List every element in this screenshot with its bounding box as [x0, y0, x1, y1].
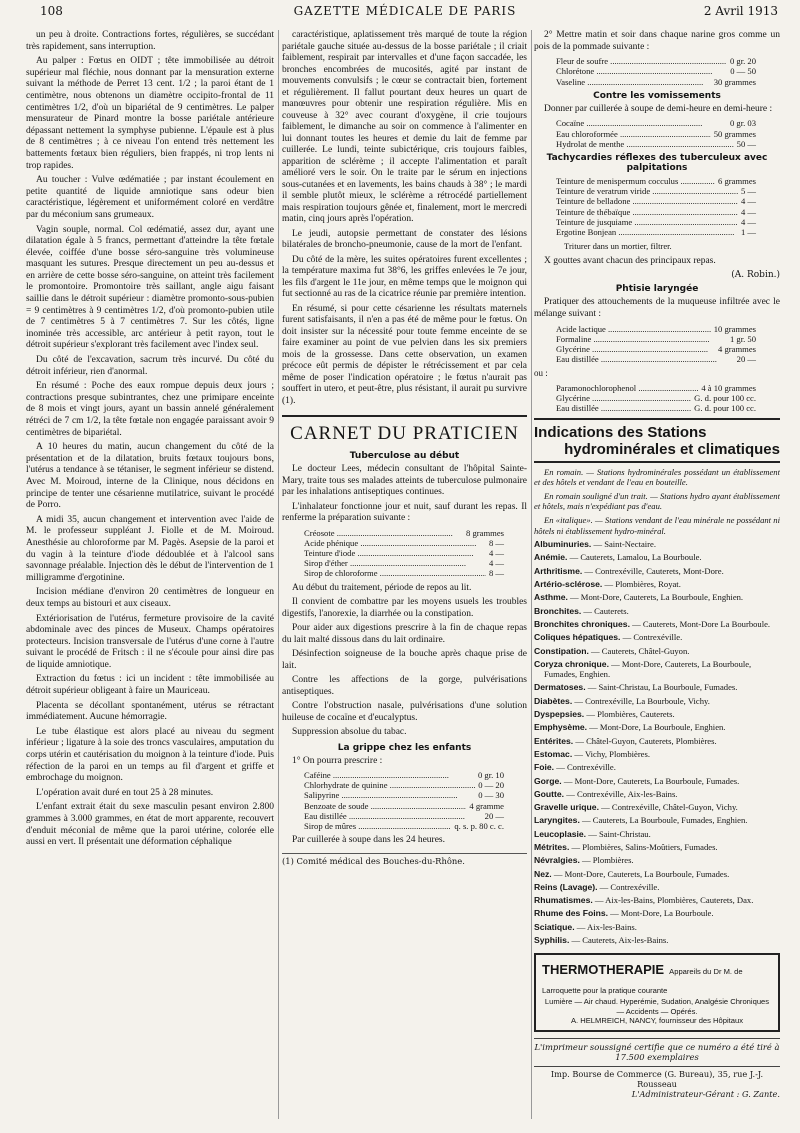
ingredient-name: Ergotine Bonjean ..... [556, 227, 738, 237]
station-names: — Cauterets, Lamalou, La Bourboule. [567, 552, 702, 563]
indication-label: Bronchites. [534, 605, 582, 616]
prescription-item [556, 186, 756, 196]
ingredient-name: Chlorétone ..... [556, 66, 727, 76]
station-names: — Mont-Dore, Cauterets, La Bourboule, Enghien. [567, 592, 744, 603]
ingredient-name: Salipyrine ..... [304, 790, 475, 800]
page-number: 108 [40, 4, 63, 18]
carnet-title: CARNET DU PRATICIEN [282, 415, 527, 445]
prescription-item [556, 118, 756, 128]
legend-entry: En romain souligné d'un trait. — Stations hydro ayant établissement et hôtels, mais n'expédiant pas d'eau. [534, 490, 780, 512]
prescription-item [556, 354, 756, 364]
paragraph: un peu à droite. Contractions fortes, régulières, se succédant très rapidement, sans interruption. [26, 30, 274, 52]
indication-label: Rhumatismes. [534, 895, 593, 906]
indication-label: Gravelle urique. [534, 802, 599, 813]
ingredient-name: Fleur de soufre ..... [556, 56, 727, 66]
indication-label: Arthritisme. [534, 565, 583, 576]
ingredient-name: Teinture de menispermum cocculus ..... [556, 176, 715, 186]
prescription-item [304, 821, 504, 831]
legend-entry: En «italique». — Stations vendant de l'eau minérale ne possédant ni hôtels ni établissement hydro-minéral. [534, 514, 780, 536]
ingredient-quantity: 0 — 30 [478, 790, 504, 801]
issue-date: 2 Avril 1913 [703, 4, 778, 18]
ingredient-name: Chlorhydrate de quinine ..... [304, 780, 475, 790]
paragraph: L'enfant extrait était du sexe masculin pesant environ 2.800 grammes à 3.000 grammes, en état de mort apparente, recouvert d'enduit méconial de même que la paroi utérine, colorée elle aussi en vert. Il présentait une déformation céphalique [26, 802, 274, 848]
prescription [304, 770, 504, 831]
section-heading: La grippe chez les enfants [337, 742, 472, 753]
ingredient-name: Eau distillée ..... [304, 811, 482, 821]
paragraph: Contre l'obstruction nasale, pulvérisations d'une solution huileuse de cocaïne et d'eucalyptus. [282, 701, 527, 723]
station-names: — Contrexéville, Aix-les-Bains. [564, 788, 678, 799]
station-names: — Saint-Nectaire. [591, 539, 656, 550]
prescription-item [556, 324, 756, 334]
ingredient-quantity: 50 grammes [713, 128, 756, 139]
ingredient-quantity: 0 — 50 [730, 66, 756, 77]
ingredient-name: Glycérine ..... [556, 344, 715, 354]
paragraph: L'inhalateur fonctionne jour et nuit, sauf durant les repas. Il renferme la préparation suivante : [282, 501, 527, 523]
indication-label: Dyspepsies. [534, 709, 585, 720]
indications-legend [534, 467, 780, 537]
paragraph: Le jeudi, autopsie permettant de constater des lésions bilatérales de broncho-pneumonie, cause de la mort de l'enfant. [282, 228, 527, 250]
station-entry [534, 749, 780, 759]
station-entry [534, 632, 780, 642]
indication-label: Asthme. [534, 592, 568, 603]
paragraph: 1° On pourra prescrire : [292, 755, 383, 766]
prescription-item [304, 538, 504, 548]
ad-brand: THERMOTHERAPIE [542, 962, 665, 978]
station-entry [534, 566, 780, 576]
column-rule [531, 30, 532, 1119]
station-names: — Vichy, Plombières. [572, 748, 650, 759]
ingredient-quantity: 4 à 10 grammes [701, 383, 756, 393]
ingredient-name: Eau chloroformée ..... [556, 129, 711, 139]
ingredient-quantity: 8 — [488, 537, 504, 548]
paragraph: Du côté de l'excavation, sacrum très incurvé. Du côté du détroit inférieur, rien d'anormal. [26, 355, 274, 377]
ingredient-quantity: 0 — 20 [478, 780, 504, 791]
prescription-item [556, 129, 756, 139]
prescription [556, 56, 756, 87]
station-names: — Mont-Dore, La Bourboule, Enghien. [587, 722, 726, 733]
paragraph: Suppression absolue du tabac. [292, 727, 407, 738]
ingredient-quantity: 4 — [488, 547, 504, 558]
paragraph: En résumé, si pour cette césarienne les résultats maternels furent satisfaisants, il n'en a pas été de même pour le fœtus. On doit insister sur la nécessité pour toute femme enceinte de se faire examiner au point de vue pelvien dans les six premiers mois de la grossesse. Dans cette observation, un examen précoce eût permis de dépister le rétrécissement et par cela même de poser l'indication opératoire ; le fœtus n'aurait pas souffert in utero, et peut-être, plus résistant, il aurait pu survivre (1). [282, 303, 527, 406]
prescription-note: Triturer dans un mortier, filtrer. [564, 241, 672, 252]
page-header [24, 4, 786, 22]
ingredient-name: Eau distillée ..... [556, 403, 691, 413]
ingredient-name: Eau distillée ..... [556, 354, 734, 364]
station-names: — Plombières, Salins-Moûtiers, Fumades. [569, 842, 718, 852]
ingredient-quantity: 1 gr. 50 [729, 333, 756, 344]
station-entry [534, 659, 780, 680]
ingredient-name: Formaline ..... [556, 334, 727, 344]
indication-label: Bronchites chroniques. [534, 618, 630, 629]
station-entry [534, 619, 780, 629]
station-names: — Contrexéville, La Bourboule, Vichy. [572, 695, 710, 706]
station-entry [534, 789, 780, 799]
paragraph: L'opération avait duré en tout 25 à 28 minutes. [36, 787, 214, 798]
ingredient-quantity: 30 grammes [713, 76, 756, 87]
ingredient-quantity: 0 gr. 20 [729, 56, 756, 67]
station-entry [534, 646, 780, 656]
paragraph: Au palper : Fœtus en OIDT ; tête immobilisée au détroit supérieur mal fléchie, nous donnant par la mensuration externe suivant la méthode de Perret 13 cent. 1/2 ; la paroi étant de 1 centimètre, nous obtenons un diamètre occipito-frontal de 11 centimètres 1/2, d'où un bipariétal de 9 centimètres. Le palper mensurateur de Pinard montre la bosse pariétale antérieure dépassant nettement la symphyse pubienne. L'épaule est à plus de 8 centimètres ; à ce niveau l'on entend très nettement les battements fœtaux bien réguliers, bien frappés, ni trop lents ni trop rapides. [26, 56, 274, 171]
prescription-item [556, 217, 756, 227]
prescription [556, 324, 756, 365]
ingredient-quantity: 4 — [740, 216, 756, 227]
paragraph: Par cuillerée à soupe dans les 24 heures. [292, 835, 446, 846]
station-entry [534, 895, 780, 905]
station-names: — Plombières. [579, 855, 634, 866]
station-entry [534, 935, 780, 945]
station-names: — Aix-les-Bains. [574, 921, 637, 932]
station-entry [534, 882, 780, 892]
prescription-item [556, 66, 756, 76]
prescription-item [304, 528, 504, 538]
ingredient-quantity: G. d. pour 100 cc. [694, 393, 756, 404]
indication-label: Goutte. [534, 788, 565, 799]
indications-title: Indications des Stations [534, 418, 780, 441]
prescription-item [556, 227, 756, 237]
prescription-item [556, 196, 756, 206]
station-names: — Cauterets, Châtel-Guyon. [588, 645, 690, 656]
paragraph: Extraction du fœtus : ici un incident : tête immobilisée au détroit supérieur obligeant à faire un Mauriceau. [26, 674, 274, 697]
paragraph: 2° Mettre matin et soir dans chaque narine gros comme un pois de la pommade suivante : [534, 30, 780, 52]
prescription [304, 528, 504, 579]
station-names: — Contrexéville. [554, 762, 616, 773]
station-names: — Mont-Dore, Cauterets, La Bourboule, Fumades. [551, 868, 730, 879]
ingredient-quantity: 20 — [484, 810, 504, 821]
indication-label: Métrites. [534, 842, 570, 852]
ingredient-quantity: 1 — [740, 227, 756, 238]
ingredient-name: Caféine ..... [304, 770, 475, 780]
journal-title: GAZETTE MÉDICALE DE PARIS [293, 4, 517, 18]
station-entry [534, 815, 780, 825]
station-entry [534, 869, 780, 879]
station-entry [534, 829, 780, 839]
paragraph: Incision médiane d'environ 20 centimètres de longueur en deux temps au bistouri et aux ciseaux. [26, 587, 274, 609]
indication-label: Diabètes. [534, 695, 573, 706]
prescription-item [304, 780, 504, 790]
footnote: (1) Comité médical des Bouches-du-Rhône. [282, 853, 527, 866]
print-run-notice: L'imprimeur soussigné certifie que ce numéro a été tiré à 17.500 exemplaires [534, 1038, 780, 1063]
indication-label: Sciatique. [534, 921, 575, 932]
station-names: — Contrexéville. [597, 881, 660, 892]
section-heading: Tuberculose au début [349, 451, 460, 461]
station-entry [534, 762, 780, 772]
indication-label: Estomac. [534, 748, 573, 759]
ingredient-name: Hydrolat de menthe ..... [556, 139, 734, 149]
indication-label: Constipation. [534, 645, 589, 656]
prescription-item [304, 770, 504, 780]
legend-entry: En romain. — Stations hydrominérales possédant un établissement et des hôtels et vendant de l'eau en bouteille. [534, 466, 780, 488]
station-entry [534, 776, 780, 786]
station-names: — Saint-Christau, La Bourboule, Fumades. [585, 682, 738, 693]
indication-label: Coliques hépatiques. [534, 632, 621, 643]
ingredient-name: Paramonochlorophenol ..... [556, 383, 698, 393]
prescription-item [304, 568, 504, 578]
prescription-item [304, 801, 504, 811]
paragraph: X gouttes avant chacun des principaux repas. [544, 255, 716, 266]
station-names: — Saint-Christau. [586, 828, 651, 839]
paragraph: Désinfection soigneuse de la bouche après chaque prise de lait. [282, 649, 527, 671]
station-entry [534, 696, 780, 706]
station-entry [534, 842, 780, 852]
column-middle [282, 30, 527, 1127]
paragraph: Au début du traitement, période de repos au lit. [292, 582, 472, 593]
station-names: — Plombières, Royat. [602, 579, 681, 590]
ingredient-quantity: 8 — [488, 568, 504, 579]
ingredient-quantity: 4 gramme [469, 800, 504, 811]
prescription-item [556, 56, 756, 66]
station-names: — Cauterets, Aix-les-Bains. [569, 935, 669, 946]
printer-line: Imp. Bourse de Commerce (G. Bureau), 35, rue J.-J. Rousseau [534, 1066, 780, 1089]
column-rule [278, 30, 279, 1119]
paragraph: Le tube élastique est alors placé au niveau du segment inférieur ; ligature à la soie des troncs vasculaires, amputation du corps utérin et cautérisation du moignon à la teinture d'iode. Puis réfection de la paroi en un temps au fil d'argent et griffe et embrochage du moignon. [26, 726, 274, 784]
ingredient-quantity: 20 — [736, 354, 756, 365]
paragraph: Du côté de la mère, les suites opératoires furent excellentes ; la température maxima fut 38°6, les griffes enlevées le 7e jour, les fils d'argent le 11e jour, en même temps que le moignon qui fut sectionné au ras de la cicatrice réunie par première intention. [282, 254, 527, 299]
indication-label: Leucoplasie. [534, 828, 587, 839]
prescription-item [304, 790, 504, 800]
paragraph: caractéristique, aplatissement très marqué de toute la région pariétale gauche située au-dessus de la bosse pariétale ; il criait faiblement, respirait par intervalles et d'une façon saccadée, les bronches encombrées de mucosités, agité par instant de mouvements convulsifs ; le cœur se contractait bien, fortement et régulièrement. Il fallut pourtant deux heures un quart de manœuvres pour obtenir une respiration régulière. Mis en couveuse à 32° avec courant d'oxygène, il crie toujours faiblement, le dimanche au soir on commence à l'alimenter en lui donnant toutes les heures et demie du lait de femme par cuillerée. Le lundi, teinte subictérique, cris toujours faibles, apparition de sclérème ; il accepte l'alimentation et paraît amélioré vers le soir. On le traite par le sérum en injections sous-cutanées et en lavements, les bains chauds à 38° ; le mardi il semble plutôt mieux, le sclérème a rétrocédé partiellement mais respiration toujours gênée et, finalement, mort le mercredi matin, cinq jours après l'opération. [282, 30, 527, 224]
ingredient-quantity: 0 gr. 10 [477, 770, 504, 781]
indication-label: Dermatoses. [534, 682, 586, 693]
prescription-item [556, 77, 756, 87]
prescription-item [556, 176, 756, 186]
indication-label: Névralgies. [534, 855, 580, 866]
paragraph: Donner par cuillerée à soupe de demi-heure en demi-heure : [544, 103, 773, 114]
ingredient-quantity: 6 grammes [718, 176, 756, 186]
indication-label: Nez. [534, 868, 552, 879]
ingredient-name: Vaseline ..... [556, 77, 711, 87]
ingredient-name: Benzoate de soude ..... [304, 801, 466, 811]
paragraph: Pour aider aux digestions prescrire à la fin de chaque repas du lait malté dissous dans du lait ordinaire. [282, 623, 527, 645]
ingredient-name: Acide lactique ..... [556, 324, 711, 334]
station-entry [534, 922, 780, 932]
prescription-item [556, 393, 756, 403]
section-heading: Phtisie laryngée [615, 284, 699, 295]
station-entry [534, 736, 780, 746]
ingredient-name: Teinture de belladone ..... [556, 196, 738, 206]
station-names: — Cauterets, La Bourboule, Fumades, Enghien. [579, 815, 748, 826]
paragraph: Vagin souple, normal. Col œdématié, assez dur, ayant une dilatation égale à 5 francs, permettant d'atteindre la tête fœtale élevée, coiffée d'une bosse séro-sanguine très volumineuse masquant les sutures. Presque directement un peu au-dessus et en arrière de cette bosse séro-sanguine, on atteint très facilement le promontoire. Promontoire très saillant, angle aigu faisant saillie dans le détroit supérieur : diamètre promonto-sous-pubien = 9 centimètres à 9 centimètres 1/2, d'où promonto-pubien utile de 7 centimètres 5 à 7 centimètres 7. Sur les côtés, ligne inominée très accessible, arc antérieur à petit rayon, tout le détroit supérieur s'explorant très facilement avec l'index seul. [26, 224, 274, 351]
paragraph: Le docteur Lees, médecin consultant de l'hôpital Sainte-Mary, traite tous ses malades atteints de tuberculose pulmonaire par les inhalations antiseptiques continues. [282, 464, 527, 497]
ingredient-quantity: q. s. p. 80 c. c. [454, 821, 504, 832]
prescription-item [304, 558, 504, 568]
ingredient-name: Sirop de chloroforme ..... [304, 568, 486, 578]
paragraph: A 10 heures du matin, aucun changement du côté de la présentation et de la dilatation, bruits fœtaux toujours bons, l'utérus a tendance à se tétaniser, le segment inférieur se distend. Avec M. Moiroud, interne de la Clinique, nous décidons en principe de tenter une césarienne mutilatrice, suivant le procédé de Porro. [26, 442, 274, 511]
ingredient-quantity: 8 grammes [466, 527, 504, 538]
indication-label: Albuminuries. [534, 539, 592, 550]
station-names: — Plombières, Cauterets. [584, 709, 675, 720]
ingredient-name: Teinture d'iode ..... [304, 548, 486, 558]
prescription-item [556, 207, 756, 217]
advertisement-box [534, 953, 780, 1031]
paragraph: Pratiquer des attouchements de la muqueuse infiltrée avec le mélange suivant : [534, 297, 780, 319]
indication-label: Laryngites. [534, 815, 580, 826]
station-entry [534, 579, 780, 589]
station-entry [534, 722, 780, 732]
indication-label: Emphysème. [534, 722, 588, 733]
station-entry [534, 709, 780, 719]
station-entry [534, 592, 780, 602]
indication-label: Gorge. [534, 775, 562, 786]
station-entry [534, 908, 780, 918]
prescription-item [556, 344, 756, 354]
prescription [556, 383, 756, 414]
station-names: — Aix-les-Bains, Plombières, Cauterets, Dax. [592, 895, 754, 906]
station-entry [534, 855, 780, 865]
column-left [26, 30, 274, 1127]
station-entry [534, 552, 780, 562]
paragraph: Contre les affections de la gorge, pulvérisations antiseptiques. [282, 675, 527, 697]
indication-label: Coryza chronique. [534, 658, 609, 669]
station-entry [534, 539, 780, 549]
article-continuation [282, 30, 527, 407]
ingredient-quantity: 5 — [740, 186, 756, 197]
ingredient-name: Teinture de jusquiame ..... [556, 217, 738, 227]
indication-label: Syphilis. [534, 935, 570, 946]
station-names: — Cauterets, Mont-Dore La Bourboule. [629, 618, 771, 629]
stations-list [534, 539, 780, 945]
paragraph: Il convient de combattre par les moyens usuels les troubles digestifs, l'anorexie, la diarrhée ou la constipation. [282, 597, 527, 619]
paragraph: A midi 35, aucun changement et intervention avec l'aide de M. le professeur suppléant J. Fiolle et de M. Moiroud. Anesthésie au chloroforme par M. Pagès. Asepsie de la paroi et du vagin à la teinture d'iode dédoublée et à l'alcool sans savonnage préalable. Injection dès le début de l'intervention de 1 milligramme d'ergotinine. [26, 514, 274, 583]
indication-label: Rhume des Foins. [534, 908, 609, 919]
ingredient-quantity: 4 — [488, 558, 504, 569]
column-right [534, 30, 780, 1127]
paragraph: Extériorisation de l'utérus, fermeture provisoire de la cavité abdominale avec des pinces de Museux. Champs opératoires protecteurs. Incision transversale de l'utérus d'une corne à l'autre suivant le procédé de Fritsch : il ne s'écoule pour ainsi dire pas de liquide amniotique. [26, 613, 274, 670]
station-names: — Châtel-Guyon, Cauterets, Plombières. [573, 735, 717, 746]
ingredient-name: Créosote ..... [304, 528, 463, 538]
station-names: — Mont-Dore, Cauterets, La Bourboule, Fumades. [561, 775, 740, 786]
indication-label: Entérites. [534, 735, 574, 746]
ad-line: Appareils du Dr M. de Larroquette pour la pratique courante [542, 967, 743, 996]
paragraph: Placenta se décollant spontanément, utérus se rétractant immédiatement. Aucune hémorragie. [26, 700, 274, 723]
ingredient-quantity: 4 grammes [718, 344, 756, 354]
ingredient-quantity: 0 gr. 03 [729, 118, 756, 129]
indication-label: Artério-sclérose. [534, 579, 603, 590]
section-heading: Tachycardies réflexes des tuberculeux avec palpitations [546, 153, 768, 173]
ad-line: A. HELMREICH, NANCY, fournisseur des Hôpitaux [570, 1016, 744, 1026]
ingredient-quantity: G. d. pour 100 cc. [694, 403, 756, 414]
station-names: — Contrexéville. [620, 632, 683, 643]
indication-label: Reins (Lavage). [534, 881, 598, 892]
section-heading: Contre les vomissements [593, 90, 721, 101]
ad-line: Lumière — Air chaud. Hyperémie, Sudation, Analgésie Chroniques — Accidents — Opérés. [544, 997, 770, 1016]
prescription-item [556, 403, 756, 413]
station-entry [534, 606, 780, 616]
station-entry [534, 802, 780, 812]
station-entry [534, 682, 780, 692]
ingredient-name: Cocaïne ..... [556, 118, 727, 128]
ingredient-name: Acide phénique ..... [304, 538, 486, 548]
ingredient-quantity: 4 — [740, 206, 756, 217]
station-names: — Mont-Dore, Cauterets, La Bourboule, Fumades, Enghien. [544, 658, 752, 680]
prescription-item [304, 548, 504, 558]
station-names: — Cauterets. [581, 605, 629, 616]
indication-label: Foie. [534, 762, 555, 773]
ingredient-name: Teinture de veratrum viride ..... [556, 186, 738, 196]
paragraph: Au toucher : Vulve œdématiée ; par instant écoulement en petite quantité de liquide amniotique sans odeur bien caractéristique, légèrement et uniformément coloré en verdâtre par du méconium sans grumeaux. [26, 175, 274, 220]
prescription-item [304, 811, 504, 821]
station-names: — Contrexéville, Châtel-Guyon, Vichy. [598, 802, 738, 813]
ingredient-name: Sirop de mûres ..... [304, 821, 451, 831]
treatment-notes [282, 583, 527, 739]
prescription-item [556, 139, 756, 149]
indication-label: Anémie. [534, 552, 568, 563]
prescription [556, 176, 756, 237]
ingredient-quantity: 4 — [740, 196, 756, 207]
ingredient-quantity: 50 — [736, 138, 756, 149]
ingredient-name: Glycérine ..... [556, 393, 691, 403]
prescription [556, 118, 756, 149]
author-signature: (A. Robin.) [731, 270, 780, 281]
alternative-marker: ou : [534, 368, 548, 379]
prescription-item [556, 334, 756, 344]
indications-subtitle: hydrominérales et climatiques [534, 441, 780, 463]
station-names: — Mont-Dore, La Bourboule. [608, 908, 714, 919]
ingredient-quantity: 10 grammes [713, 323, 756, 334]
administrator-line: L'Administrateur-Gérant : G. Zante. [631, 1089, 780, 1100]
ingredient-name: Teinture de thébaïque ..... [556, 207, 738, 217]
ingredient-name: Sirop d'éther ..... [304, 558, 486, 568]
station-names: — Contrexéville, Cauterets, Mont-Dore. [582, 565, 724, 576]
prescription-item [556, 383, 756, 393]
paragraph: En résumé : Poche des eaux rompue depuis deux jours ; contractions presque subintrantes, chez une primipare enceinte de 8 mois et vingt jours, ayant un bassin annelé généralement rétréci de 7 cm 1/2, la tête fœtale non engagée paraissant avoir 9 centimètres de bipariétal. [26, 381, 274, 438]
